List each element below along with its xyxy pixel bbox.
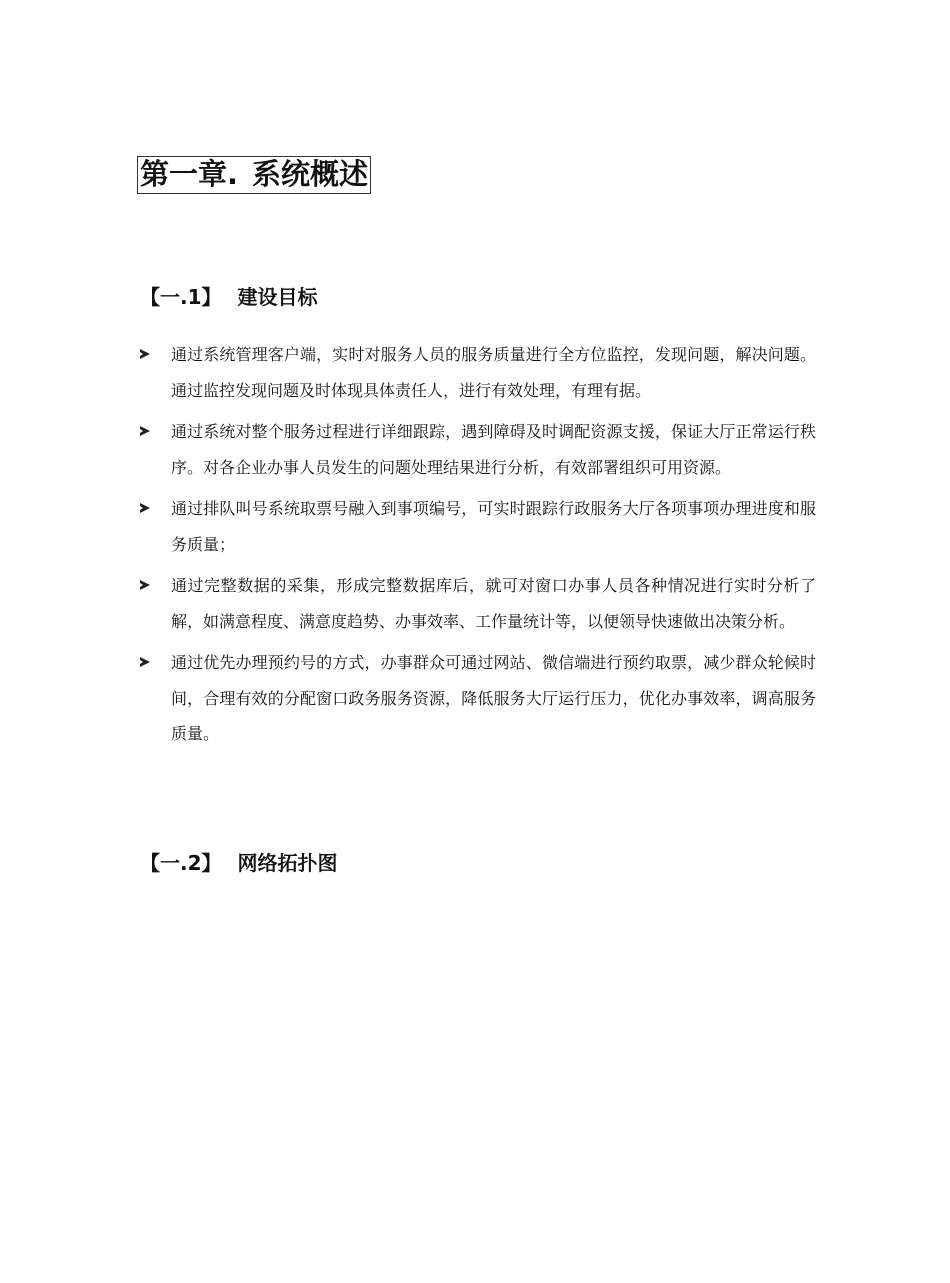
bullet-item <box>140 414 816 485</box>
arrow-bullet-icon <box>140 426 150 436</box>
section-title: 网络拓扑图 <box>237 851 338 875</box>
arrow-bullet-icon <box>140 657 150 667</box>
bullet-text: 通过完整数据的采集，形成完整数据库后，就可对窗口办事人员各种情况进行实时分析了解，如满意程度、满意度趋势、办事效率、工作量统计等，以便领导快速做出决策分析。 <box>171 576 816 631</box>
chapter-title-text: 系统概述 <box>252 157 369 191</box>
goals-bullet-list <box>140 337 816 758</box>
section-number: 【一.2】 <box>140 851 222 875</box>
bullet-item <box>140 491 816 562</box>
arrow-bullet-icon <box>140 580 150 590</box>
arrow-bullet-icon <box>140 503 150 513</box>
section-title: 建设目标 <box>237 285 318 309</box>
section-heading-goals <box>140 281 318 310</box>
bullet-text: 通过优先办理预约号的方式，办事群众可通过网站、微信端进行预约取票，减少群众轮候时间，合理有效的分配窗口政务服务资源，降低服务大厅运行压力，优化办事效率，调高服务质量。 <box>171 653 816 743</box>
chapter-number: 第一章. <box>140 157 239 191</box>
chapter-title <box>137 156 371 194</box>
bullet-item <box>140 337 816 408</box>
section-heading-topology <box>140 847 338 876</box>
bullet-text: 通过系统对整个服务过程进行详细跟踪，遇到障碍及时调配资源支援，保证大厅正常运行秩序。对各企业办事人员发生的问题处理结果进行分析，有效部署组织可用资源。 <box>171 422 816 477</box>
section-number: 【一.1】 <box>140 285 222 309</box>
bullet-item <box>140 645 816 752</box>
bullet-text: 通过系统管理客户端，实时对服务人员的服务质量进行全方位监控，发现问题，解决问题。通过监控发现问题及时体现具体责任人，进行有效处理，有理有据。 <box>171 345 816 400</box>
bullet-text: 通过排队叫号系统取票号融入到事项编号，可实时跟踪行政服务大厅各项事项办理进度和服务质量； <box>171 499 816 554</box>
bullet-item <box>140 568 816 639</box>
arrow-bullet-icon <box>140 349 150 359</box>
